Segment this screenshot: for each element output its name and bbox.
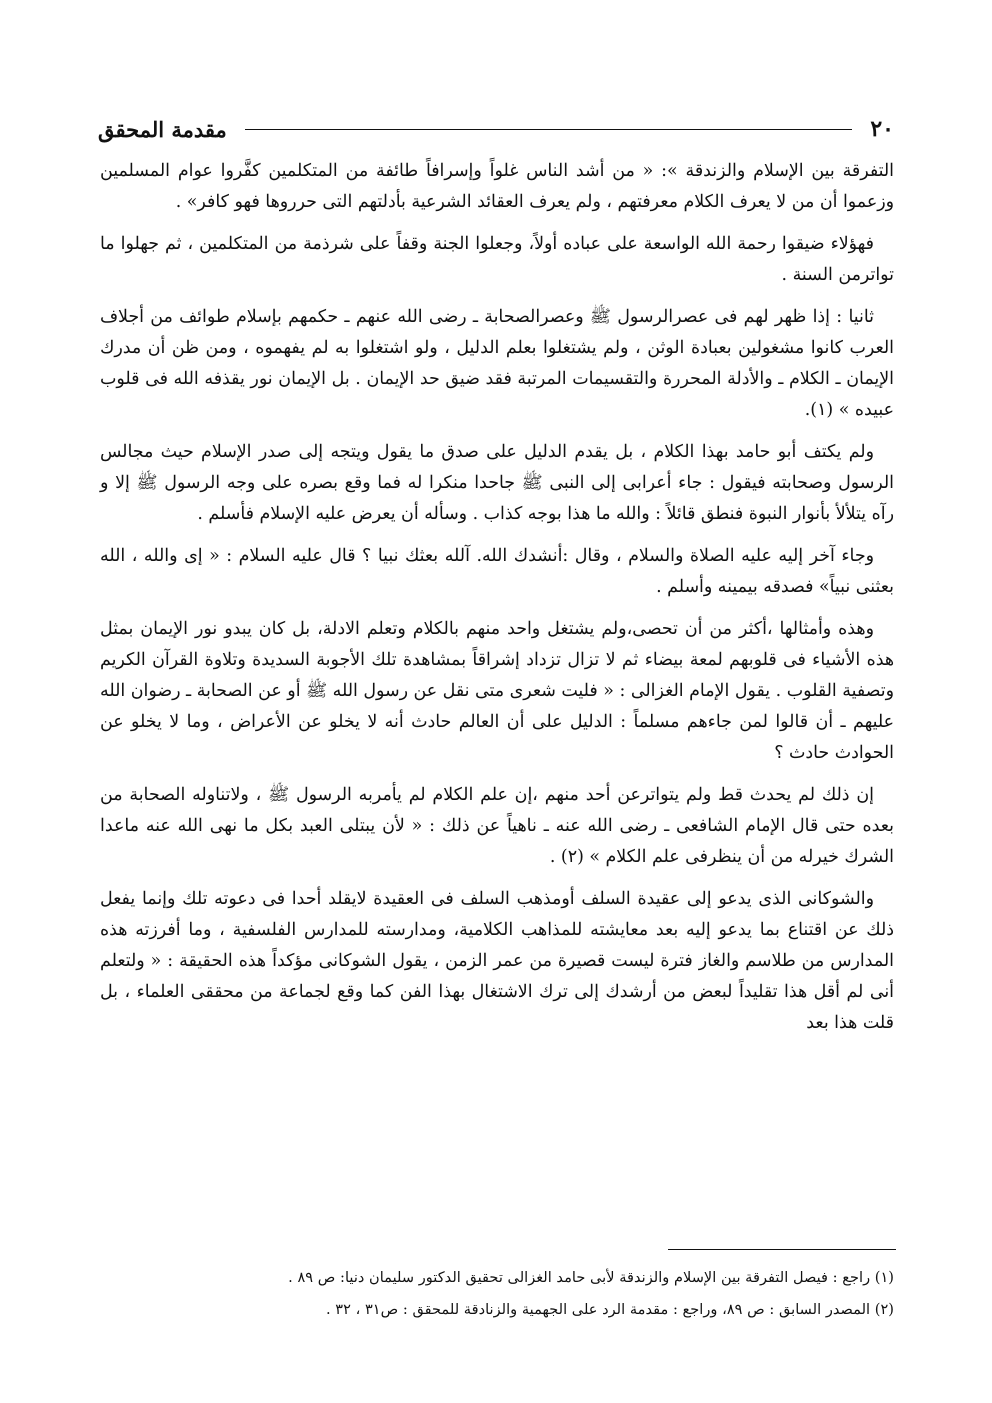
main-text bbox=[100, 156, 894, 1050]
paragraph: ولم يكتف أبو حامد بهذا الكلام ، بل يقدم الدليل على صدق ما يقول ويتجه إلى صدر الإسلام حيث مجالس الرسول وصحابته فيقول : جاء أعرابى إلى النبى ﷺ جاحدا منكرا له فما وقع بصره على وجه الرسول ﷺ إلا و رآه يتلألأ بأنوار النبوة فنطق قائلاً : والله ما هذا بوجه كذاب . وسأله أن يعرض عليه الإسلام فأسلم . bbox=[100, 442, 894, 524]
footnote: (١) راجع : فيصل التفرقة بين الإسلام والزندقة لأبى حامد الغزالى تحقيق الدكتور سليمان دنيا: ص ٨٩ . bbox=[288, 1269, 894, 1286]
running-header bbox=[98, 112, 894, 146]
paragraph: فهؤلاء ضيقوا رحمة الله الواسعة على عباده أولاً، وجعلوا الجنة وقفاً على شرذمة من المتكلمين ، ثم جهلوا ما تواترمن السنة . bbox=[100, 234, 894, 285]
paragraph: ثانيا : إذا ظهر لهم فى عصرالرسول ﷺ وعصرالصحابة ـ رضى الله عنهم ـ حكمهم بإسلام طوائف من أجلاف العرب كانوا مشغولين بعبادة الوثن ، ولم يشتغلوا بعلم الدليل ، ولو اشتغلوا به لم يفهموه ، ومن ظن أن مدرك الإيمان ـ الكلام ـ والأدلة المحررة والتقسيمات المرتبة فقد ضيق حد الإيمان . بل الإيمان نور يقذفه الله فى قلوب عبيده » (١). bbox=[100, 307, 894, 420]
page-number: ٢٠ bbox=[870, 116, 894, 142]
footnotes bbox=[100, 1262, 894, 1326]
paragraph: التفرقة بين الإسلام والزندقة »: « من أشد الناس غلواً وإسرافاً طائفة من المتكلمين كفَّروا عوام المسلمين وزعموا أن من لا يعرف الكلام معرفتهم ، ولم يعرف العقائد الشرعية بأدلتهم التى حرروها فهو كافر» . bbox=[100, 161, 894, 212]
paragraph: والشوكانى الذى يدعو إلى عقيدة السلف أومذهب السلف فى العقيدة لايقلد أحدا فى دعوته تلك وإنما يفعل ذلك عن اقتناع بما يدعو إليه بعد معايشته للمذاهب الكلامية، ومدارسته للمدارس الفلسفية ، وما أفرزته هذه المدارس من طلاسم والغاز فترة ليست قصيرة من عمر الزمن ، يقول الشوكانى مؤكداً هذه الحقيقة : « ولتعلم أنى لم أقل هذا تقليداً لبعض من أرشدك إلى ترك الاشتغال بهذا الفن كما وقع لجماعة من محققى العلماء ، بل قلت هذا بعد bbox=[100, 889, 894, 1033]
footnote-separator bbox=[668, 1249, 896, 1250]
footnote: (٢) المصدر السابق : ص ٨٩، وراجع : مقدمة الرد على الجهمية والزنادقة للمحقق : ص٣١ ، ٣٢ . bbox=[325, 1301, 894, 1318]
paragraph: وجاء آخر إليه عليه الصلاة والسلام ، وقال :أنشدك الله. آلله بعثك نبيا ؟ قال عليه السلام : « إى والله ، الله بعثنى نبياً» فصدقه بيمينه وأسلم . bbox=[100, 546, 894, 597]
paragraph: وهذه وأمثالها ،أكثر من أن تحصى،ولم يشتغل واحد منهم بالكلام وتعلم الادلة، بل كان يبدو نور الإيمان بمثل هذه الأشياء فى قلوبهم لمعة بيضاء ثم لا تزال تزداد إشراقاً بمشاهدة تلك الأجوبة السديدة وتلاوة القرآن الكريم وتصفية القلوب . يقول الإمام الغزالى : « فليت شعرى متى نقل عن رسول الله ﷺ أو عن الصحابة ـ رضوان الله عليهم ـ أن قالوا لمن جاءهم مسلماً : الدليل على أن العالم حادث أنه لا يخلو عن الأعراض ، وما لا يخلو عن الحوادث حادث ؟ bbox=[100, 619, 894, 763]
header-rule bbox=[245, 129, 853, 130]
paragraph: إن ذلك لم يحدث قط ولم يتواترعن أحد منهم ،إن علم الكلام لم يأمربه الرسول ﷺ ، ولاتناوله الصحابة من بعده حتى قال الإمام الشافعى ـ رضى الله عنه ـ ناهياً عن ذلك : « لأن يبتلى العبد بكل ما نهى الله عنه ماعدا الشرك خيرله من أن ينظرفى علم الكلام » (٢) . bbox=[100, 785, 894, 867]
header-title: مقدمة المحقق bbox=[98, 116, 227, 142]
